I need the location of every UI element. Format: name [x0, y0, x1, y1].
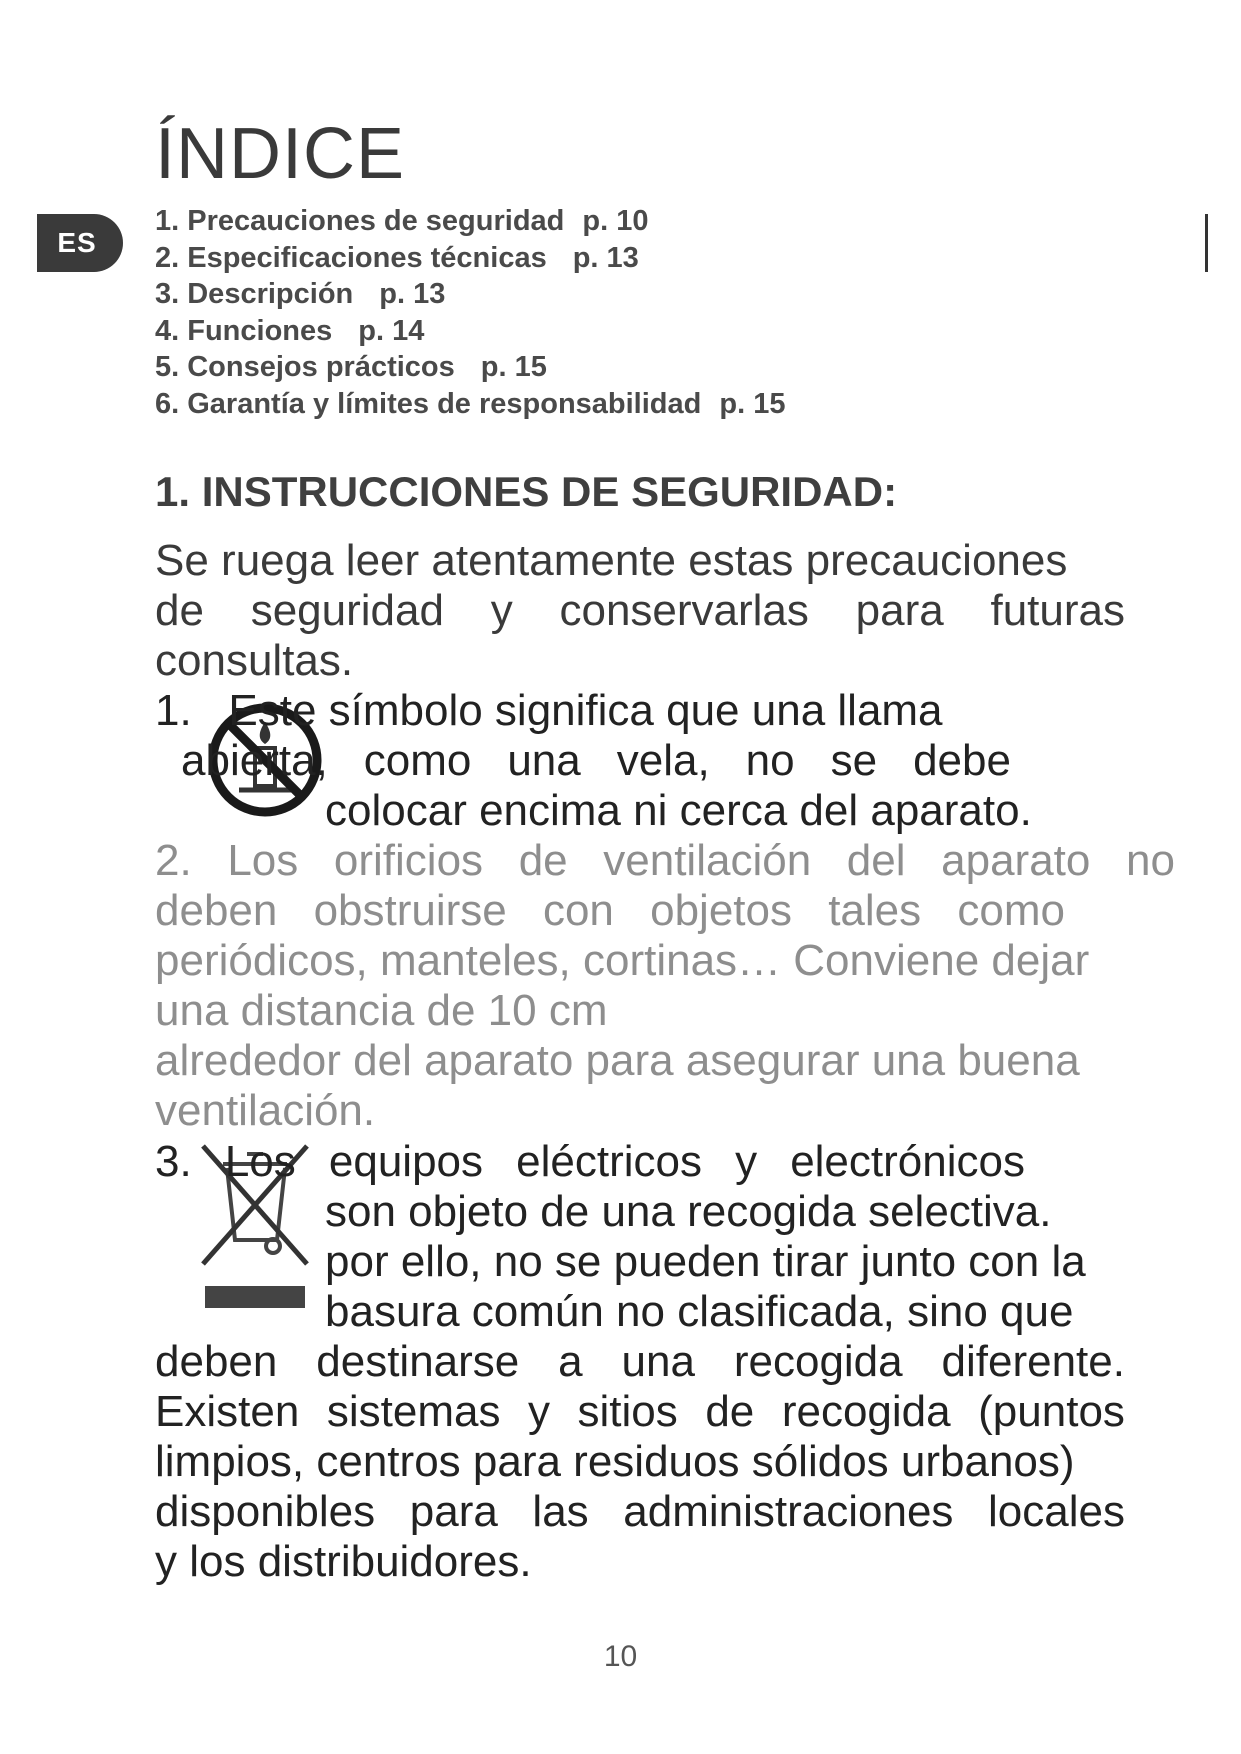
- toc-page: p. 14: [358, 314, 425, 347]
- index-title: ÍNDICE: [155, 114, 406, 194]
- intro-line: consultas.: [155, 636, 354, 685]
- toc-page: p. 13: [572, 241, 639, 274]
- item2-line: una distancia de 10 cm: [155, 986, 608, 1035]
- item3-line: basura común no clasificada, sino que: [325, 1287, 1074, 1336]
- toc-item[interactable]: [155, 313, 785, 350]
- item1-line: abierta, como una vela, no se debe: [181, 736, 1011, 785]
- safety-item-3: [155, 1137, 1145, 1587]
- toc-item[interactable]: [155, 386, 785, 423]
- toc-item[interactable]: [155, 276, 785, 313]
- item1-line: 1. Este símbolo significa que una llama: [155, 686, 943, 735]
- intro-paragraph: [155, 536, 1125, 686]
- toc-item[interactable]: [155, 203, 785, 240]
- item3-line: deben destinarse a una recogida diferente.: [155, 1337, 1125, 1386]
- toc-label: 3. Descripción: [155, 278, 354, 311]
- item3-line: limpios, centros para residuos sólidos urbanos): [155, 1437, 1075, 1486]
- item3-line: Existen sistemas y sitios de recogida (puntos: [155, 1387, 1125, 1436]
- item3-line: y los distribuidores.: [155, 1537, 532, 1586]
- item3-line: disponibles para las administraciones locales: [155, 1487, 1125, 1536]
- toc-page: p. 10: [582, 205, 649, 237]
- item3-line: son objeto de una recogida selectiva.: [325, 1187, 1052, 1236]
- safety-item-2: [155, 836, 1175, 1136]
- item2-line: alrededor del aparato para asegurar una buena: [155, 1036, 1080, 1085]
- section-heading: 1. INSTRUCCIONES DE SEGURIDAD:: [155, 468, 898, 515]
- toc-label: 6. Garantía y límites de responsabilidad: [155, 387, 702, 420]
- safety-item-1: [155, 686, 1125, 836]
- item2-line: deben obstruirse con objetos tales como: [155, 886, 1065, 935]
- toc-label: 2. Especificaciones técnicas: [155, 241, 547, 274]
- language-tab: ES: [37, 214, 123, 272]
- item3-line: por ello, no se pueden tirar junto con la: [325, 1237, 1086, 1286]
- toc-page: p. 15: [480, 351, 547, 384]
- intro-line: Se ruega leer atentamente estas precauciones: [155, 536, 1068, 585]
- item2-line: ventilación.: [155, 1086, 376, 1135]
- toc-label: 4. Funciones: [155, 314, 333, 347]
- toc-page: p. 15: [719, 387, 786, 420]
- page-number: 10: [603, 1640, 638, 1673]
- toc-item[interactable]: [155, 349, 785, 386]
- item1-line: colocar encima ni cerca del aparato.: [325, 786, 1032, 835]
- item2-line: 2. Los orificios de ventilación del aparato no: [155, 836, 1175, 885]
- item2-line: periódicos, manteles, cortinas… Conviene dejar: [155, 936, 1090, 985]
- toc-label: 5. Consejos prácticos: [155, 351, 455, 384]
- margin-rule: [1205, 214, 1208, 272]
- toc-page: p. 13: [379, 278, 446, 311]
- intro-line: de seguridad y conservarlas para futuras: [155, 586, 1125, 635]
- item3-line: 3. Los equipos eléctricos y electrónicos: [155, 1137, 1025, 1186]
- toc-label: 1. Precauciones de seguridad: [155, 205, 565, 237]
- toc-item[interactable]: [155, 240, 785, 277]
- table-of-contents: [155, 203, 785, 423]
